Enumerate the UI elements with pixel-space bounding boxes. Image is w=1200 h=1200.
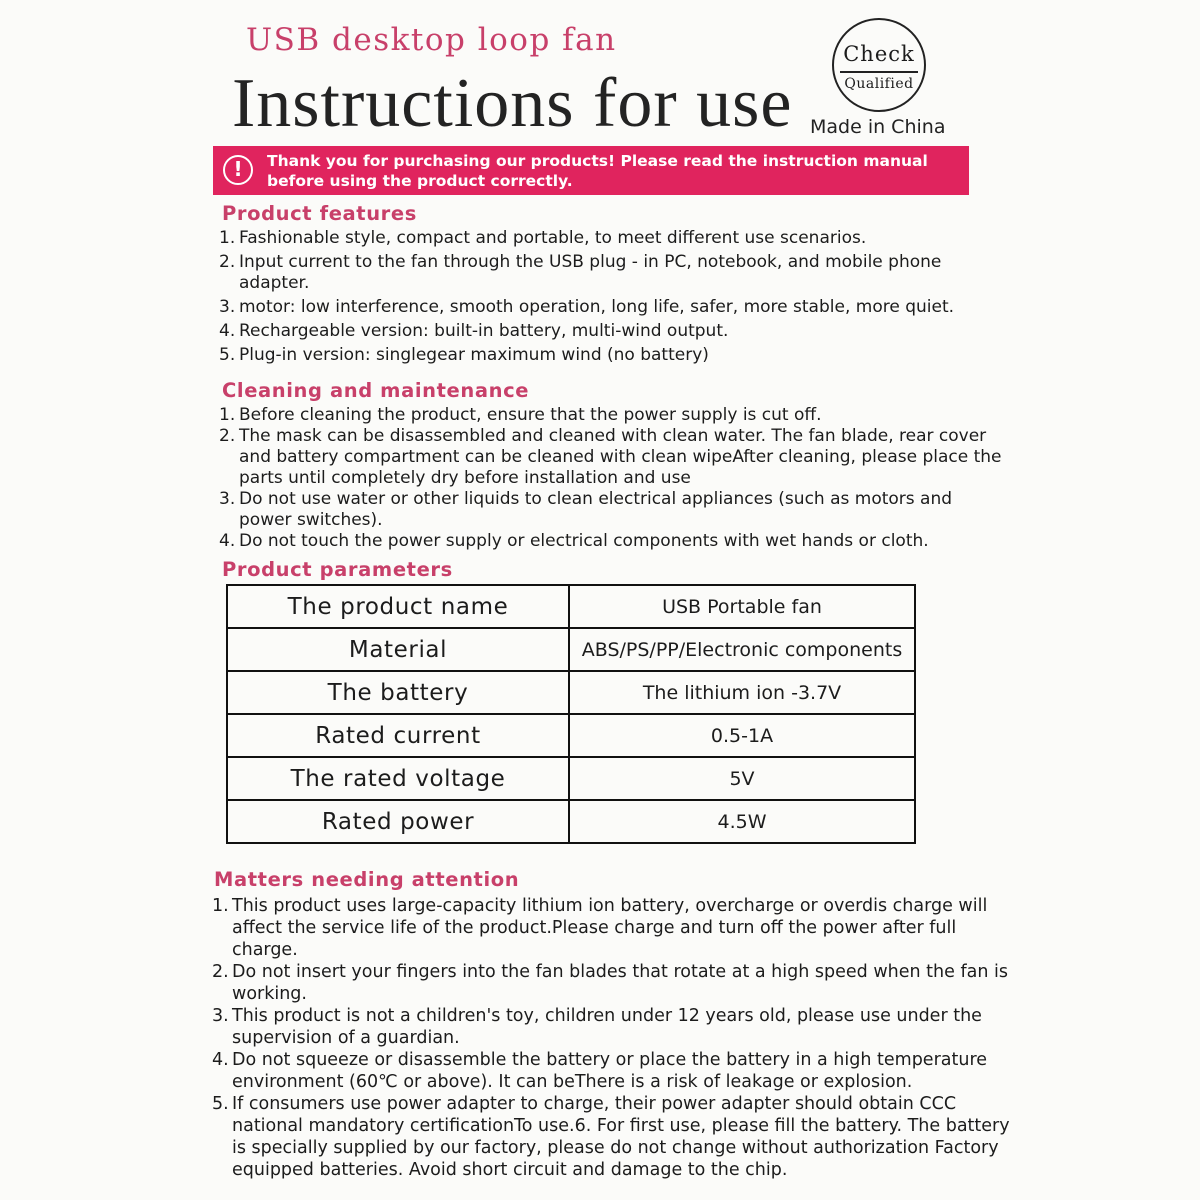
list-item: 3. motor: low interference, smooth operation, long life, safer, more stable, more quiet. xyxy=(219,297,955,317)
list-item: 2. Input current to the fan through the USB plug - in PC, notebook, and mobile phone adapter. xyxy=(219,252,942,293)
list-item: 3. This product is not a children's toy, children under 12 years old, please use under the supervision of a guardian. xyxy=(212,1006,982,1048)
list-item: 4. Do not squeeze or disassemble the battery or place the battery in a high temperature environment (60℃ or above). It can beThere is a risk of leakage or explosion. xyxy=(212,1050,988,1092)
exclamation-circle-icon: ! xyxy=(223,155,253,185)
seal-sub-text: Qualified xyxy=(844,76,914,92)
param-name: The product name xyxy=(227,585,569,628)
parameters-heading: Product parameters xyxy=(222,558,453,581)
table-row xyxy=(227,671,915,714)
features-heading: Product features xyxy=(222,202,417,225)
param-value: 0.5-1A xyxy=(569,714,915,757)
list-item: 5. If consumers use power adapter to charge, their power adapter should obtain CCC national mandatory certificationTo use.6. For first use, please fill the battery. The battery is specially supplied by our factory, please do not change without authorization Factory equipped batteries. Avoid short circuit and damage to the chip. xyxy=(212,1094,1010,1180)
notice-banner xyxy=(213,146,969,195)
param-value: USB Portable fan xyxy=(569,585,915,628)
table-row xyxy=(227,800,915,843)
table-row xyxy=(227,757,915,800)
param-value: 5V xyxy=(569,757,915,800)
cleaning-heading: Cleaning and maintenance xyxy=(222,379,530,402)
product-subtitle: USB desktop loop fan xyxy=(246,22,617,58)
notice-text: Thank you for purchasing our products! Please read the instruction manual before using the product correctly. xyxy=(267,152,928,190)
attention-list xyxy=(212,895,1012,1181)
table-row xyxy=(227,628,915,671)
attention-heading: Matters needing attention xyxy=(214,868,520,891)
list-item: 4. Rechargeable version: built-in battery, multi-wind output. xyxy=(219,321,729,341)
list-item: 4. Do not touch the power supply or electrical components with wet hands or cloth. xyxy=(219,531,929,551)
param-value: The lithium ion -3.7V xyxy=(569,671,915,714)
param-name: The rated voltage xyxy=(227,757,569,800)
list-item: 1. This product uses large-capacity lithium ion battery, overcharge or overdis charge will affect the service life of the product.Please charge and turn off the power after full charge. xyxy=(212,896,988,960)
features-list xyxy=(219,228,989,369)
param-value: 4.5W xyxy=(569,800,915,843)
param-name: Rated current xyxy=(227,714,569,757)
list-item: 3. Do not use water or other liquids to clean electrical appliances (such as motors and power switches). xyxy=(219,489,953,530)
seal-divider xyxy=(840,71,918,73)
list-item: 5. Plug-in version: singlegear maximum wind (no battery) xyxy=(219,345,709,365)
param-name: Rated power xyxy=(227,800,569,843)
origin-label: Made in China xyxy=(810,116,946,138)
param-name: The battery xyxy=(227,671,569,714)
check-qualified-seal xyxy=(832,18,926,112)
seal-main-text: Check xyxy=(843,42,915,66)
page-title: Instructions for use xyxy=(232,65,793,142)
list-item: 2. The mask can be disassembled and cleaned with clean water. The fan blade, rear cover and battery compartment can be cleaned with clean wipeAfter cleaning, please place the parts until completely dry before installation and use xyxy=(219,426,1002,488)
table-row xyxy=(227,714,915,757)
parameters-table xyxy=(226,584,916,844)
param-name: Material xyxy=(227,628,569,671)
param-value: ABS/PS/PP/Electronic components xyxy=(569,628,915,671)
list-item: 1. Fashionable style, compact and portable, to meet different use scenarios. xyxy=(219,228,867,248)
list-item: 1. Before cleaning the product, ensure that the power supply is cut off. xyxy=(219,405,822,425)
cleaning-list xyxy=(219,405,1009,552)
list-item: 2. Do not insert your fingers into the fan blades that rotate at a high speed when the fan is working. xyxy=(212,962,1008,1004)
table-row xyxy=(227,585,915,628)
